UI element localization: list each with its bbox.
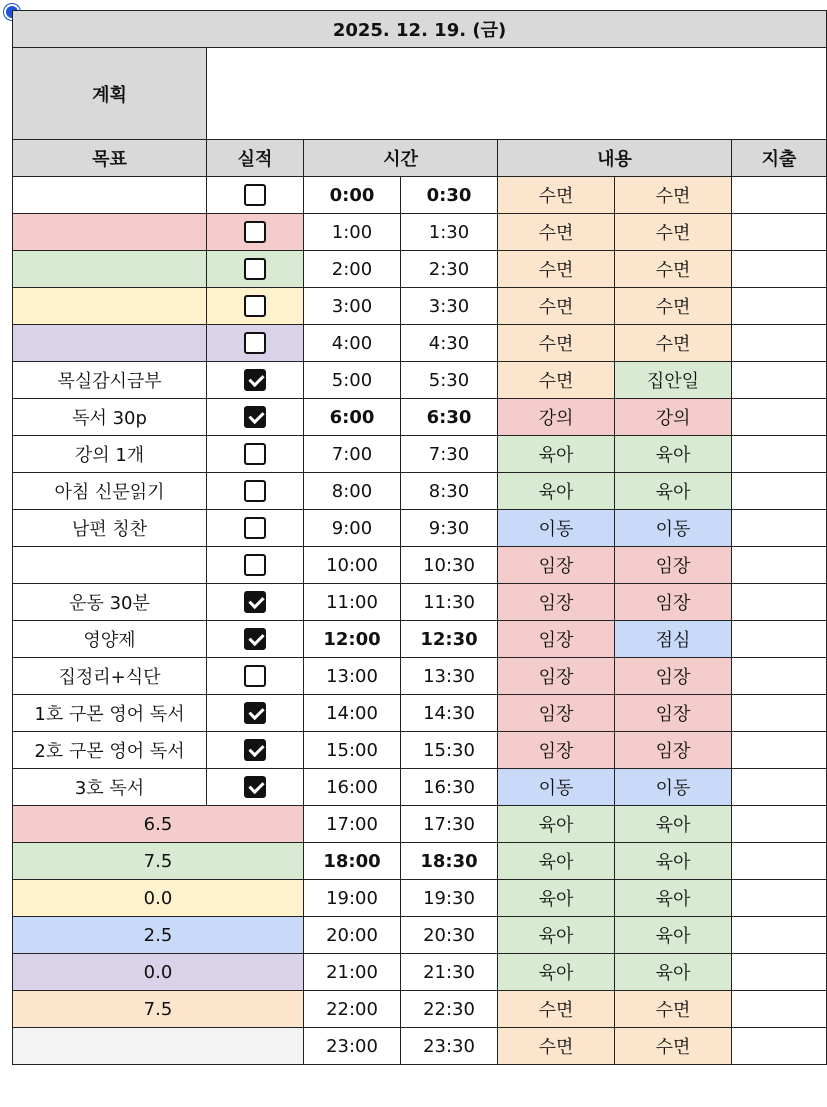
activity-cell[interactable]: 수면 bbox=[498, 991, 615, 1028]
activity-half-cell[interactable]: 임장 bbox=[615, 658, 732, 695]
done-cell[interactable] bbox=[207, 695, 304, 732]
goal-cell[interactable] bbox=[13, 325, 207, 362]
done-cell[interactable] bbox=[207, 325, 304, 362]
activity-half-cell[interactable]: 이동 bbox=[615, 510, 732, 547]
expense-cell[interactable] bbox=[732, 880, 827, 917]
checkbox-icon[interactable] bbox=[244, 480, 266, 502]
start-time-cell[interactable]: 1:00 bbox=[304, 214, 401, 251]
activity-half-cell[interactable]: 강의 bbox=[615, 399, 732, 436]
summary-cell[interactable]: 2.5 bbox=[13, 917, 304, 954]
activity-cell[interactable]: 임장 bbox=[498, 584, 615, 621]
done-cell[interactable] bbox=[207, 473, 304, 510]
content-header: 내용 bbox=[498, 140, 732, 177]
half-time-cell[interactable]: 14:30 bbox=[401, 695, 498, 732]
activity-cell[interactable]: 강의 bbox=[498, 399, 615, 436]
summary-cell[interactable]: 6.5 bbox=[13, 806, 304, 843]
done-cell[interactable] bbox=[207, 436, 304, 473]
checkbox-icon[interactable] bbox=[244, 665, 266, 687]
summary-cell[interactable]: 7.5 bbox=[13, 991, 304, 1028]
goal-cell[interactable]: 운동 30분 bbox=[13, 584, 207, 621]
activity-half-cell[interactable]: 이동 bbox=[615, 769, 732, 806]
done-cell[interactable] bbox=[207, 362, 304, 399]
table-row bbox=[13, 584, 827, 621]
activity-half-cell[interactable]: 육아 bbox=[615, 843, 732, 880]
half-time-cell[interactable]: 10:30 bbox=[401, 547, 498, 584]
checkbox-icon[interactable] bbox=[244, 554, 266, 576]
checkbox-checked-icon[interactable] bbox=[244, 406, 266, 428]
done-cell[interactable] bbox=[207, 399, 304, 436]
checkbox-checked-icon[interactable] bbox=[244, 739, 266, 761]
table-row bbox=[13, 177, 827, 214]
activity-cell[interactable]: 수면 bbox=[498, 325, 615, 362]
activity-cell[interactable]: 수면 bbox=[498, 362, 615, 399]
plan-label: 계획 bbox=[13, 48, 207, 140]
activity-half-cell[interactable]: 육아 bbox=[615, 954, 732, 991]
goal-cell[interactable]: 남편 칭찬 bbox=[13, 510, 207, 547]
start-time-cell[interactable]: 22:00 bbox=[304, 991, 401, 1028]
done-cell[interactable] bbox=[207, 658, 304, 695]
activity-half-cell[interactable]: 수면 bbox=[615, 1028, 732, 1065]
daily-planner-sheet bbox=[12, 10, 827, 1065]
goal-cell[interactable]: 아침 신문읽기 bbox=[13, 473, 207, 510]
start-time-cell[interactable]: 12:00 bbox=[304, 621, 401, 658]
checkbox-icon[interactable] bbox=[244, 517, 266, 539]
activity-cell[interactable]: 수면 bbox=[498, 177, 615, 214]
expense-cell[interactable] bbox=[732, 510, 827, 547]
table-row bbox=[13, 843, 827, 880]
goal-cell[interactable] bbox=[13, 251, 207, 288]
summary-cell[interactable] bbox=[13, 1028, 304, 1065]
activity-half-cell[interactable]: 임장 bbox=[615, 584, 732, 621]
table-row bbox=[13, 214, 827, 251]
expense-cell[interactable] bbox=[732, 991, 827, 1028]
goal-cell[interactable]: 2호 구몬 영어 독서 bbox=[13, 732, 207, 769]
expense-cell[interactable] bbox=[732, 214, 827, 251]
expense-cell[interactable] bbox=[732, 917, 827, 954]
half-time-cell[interactable]: 18:30 bbox=[401, 843, 498, 880]
activity-cell[interactable]: 육아 bbox=[498, 436, 615, 473]
expense-cell[interactable] bbox=[732, 251, 827, 288]
expense-cell[interactable] bbox=[732, 1028, 827, 1065]
activity-cell[interactable]: 육아 bbox=[498, 954, 615, 991]
table-row bbox=[13, 695, 827, 732]
activity-half-cell[interactable]: 육아 bbox=[615, 806, 732, 843]
table-row bbox=[13, 325, 827, 362]
goal-cell[interactable]: 집정리+식단 bbox=[13, 658, 207, 695]
half-time-cell[interactable]: 23:30 bbox=[401, 1028, 498, 1065]
done-header: 실적 bbox=[207, 140, 304, 177]
table-row bbox=[13, 769, 827, 806]
start-time-cell[interactable]: 21:00 bbox=[304, 954, 401, 991]
goal-header: 목표 bbox=[13, 140, 207, 177]
activity-half-cell[interactable]: 수면 bbox=[615, 214, 732, 251]
activity-half-cell[interactable]: 육아 bbox=[615, 436, 732, 473]
activity-cell[interactable]: 이동 bbox=[498, 510, 615, 547]
summary-cell[interactable]: 0.0 bbox=[13, 954, 304, 991]
half-time-cell[interactable]: 11:30 bbox=[401, 584, 498, 621]
activity-half-cell[interactable]: 수면 bbox=[615, 325, 732, 362]
table-row bbox=[13, 288, 827, 325]
activity-half-cell[interactable]: 육아 bbox=[615, 917, 732, 954]
activity-cell[interactable]: 육아 bbox=[498, 843, 615, 880]
expense-cell[interactable] bbox=[732, 325, 827, 362]
activity-half-cell[interactable]: 임장 bbox=[615, 547, 732, 584]
expense-cell[interactable] bbox=[732, 547, 827, 584]
activity-half-cell[interactable]: 임장 bbox=[615, 732, 732, 769]
half-time-cell[interactable]: 21:30 bbox=[401, 954, 498, 991]
expense-cell[interactable] bbox=[732, 843, 827, 880]
table-row bbox=[13, 954, 827, 991]
expense-cell[interactable] bbox=[732, 695, 827, 732]
activity-half-cell[interactable]: 집안일 bbox=[615, 362, 732, 399]
activity-half-cell[interactable]: 점심 bbox=[615, 621, 732, 658]
time-header: 시간 bbox=[304, 140, 498, 177]
activity-cell[interactable]: 육아 bbox=[498, 880, 615, 917]
start-time-cell[interactable]: 3:00 bbox=[304, 288, 401, 325]
goal-cell[interactable]: 강의 1개 bbox=[13, 436, 207, 473]
start-time-cell[interactable]: 5:00 bbox=[304, 362, 401, 399]
summary-cell[interactable]: 0.0 bbox=[13, 880, 304, 917]
done-cell[interactable] bbox=[207, 214, 304, 251]
start-time-cell[interactable]: 7:00 bbox=[304, 436, 401, 473]
checkbox-checked-icon[interactable] bbox=[244, 628, 266, 650]
goal-cell[interactable]: 독서 30p bbox=[13, 399, 207, 436]
activity-cell[interactable]: 임장 bbox=[498, 695, 615, 732]
half-time-cell[interactable]: 22:30 bbox=[401, 991, 498, 1028]
checkbox-icon[interactable] bbox=[244, 443, 266, 465]
table-row bbox=[13, 251, 827, 288]
done-cell[interactable] bbox=[207, 621, 304, 658]
half-time-cell[interactable]: 7:30 bbox=[401, 436, 498, 473]
activity-cell[interactable]: 임장 bbox=[498, 658, 615, 695]
activity-cell[interactable]: 수면 bbox=[498, 288, 615, 325]
start-time-cell[interactable]: 19:00 bbox=[304, 880, 401, 917]
table-row bbox=[13, 991, 827, 1028]
activity-half-cell[interactable]: 수면 bbox=[615, 288, 732, 325]
expense-cell[interactable] bbox=[732, 399, 827, 436]
goal-cell[interactable]: 1호 구몬 영어 독서 bbox=[13, 695, 207, 732]
half-time-cell[interactable]: 3:30 bbox=[401, 288, 498, 325]
half-time-cell[interactable]: 9:30 bbox=[401, 510, 498, 547]
half-time-cell[interactable]: 13:30 bbox=[401, 658, 498, 695]
checkbox-checked-icon[interactable] bbox=[244, 591, 266, 613]
checkbox-icon[interactable] bbox=[244, 258, 266, 280]
start-time-cell[interactable]: 2:00 bbox=[304, 251, 401, 288]
expense-cell[interactable] bbox=[732, 806, 827, 843]
expense-cell[interactable] bbox=[732, 473, 827, 510]
table-row bbox=[13, 436, 827, 473]
goal-cell[interactable] bbox=[13, 288, 207, 325]
table-row bbox=[13, 510, 827, 547]
done-cell[interactable] bbox=[207, 732, 304, 769]
expense-cell[interactable] bbox=[732, 584, 827, 621]
table-row bbox=[13, 362, 827, 399]
expense-cell[interactable] bbox=[732, 658, 827, 695]
start-time-cell[interactable]: 23:00 bbox=[304, 1028, 401, 1065]
expense-cell[interactable] bbox=[732, 621, 827, 658]
activity-half-cell[interactable]: 수면 bbox=[615, 251, 732, 288]
start-time-cell[interactable]: 0:00 bbox=[304, 177, 401, 214]
start-time-cell[interactable]: 6:00 bbox=[304, 399, 401, 436]
activity-cell[interactable]: 육아 bbox=[498, 917, 615, 954]
table-row bbox=[13, 473, 827, 510]
activity-cell[interactable]: 수면 bbox=[498, 1028, 615, 1065]
plan-cell[interactable] bbox=[207, 48, 827, 140]
goal-cell[interactable]: 영양제 bbox=[13, 621, 207, 658]
activity-half-cell[interactable]: 육아 bbox=[615, 880, 732, 917]
expense-header: 지출 bbox=[732, 140, 827, 177]
half-time-cell[interactable]: 2:30 bbox=[401, 251, 498, 288]
start-time-cell[interactable]: 16:00 bbox=[304, 769, 401, 806]
done-cell[interactable] bbox=[207, 769, 304, 806]
half-time-cell[interactable]: 17:30 bbox=[401, 806, 498, 843]
activity-cell[interactable]: 수면 bbox=[498, 214, 615, 251]
checkbox-icon[interactable] bbox=[244, 332, 266, 354]
start-time-cell[interactable]: 15:00 bbox=[304, 732, 401, 769]
expense-cell[interactable] bbox=[732, 288, 827, 325]
half-time-cell[interactable]: 6:30 bbox=[401, 399, 498, 436]
table-row bbox=[13, 399, 827, 436]
start-time-cell[interactable]: 13:00 bbox=[304, 658, 401, 695]
half-time-cell[interactable]: 16:30 bbox=[401, 769, 498, 806]
summary-cell[interactable]: 7.5 bbox=[13, 843, 304, 880]
goal-cell[interactable]: 목실감시금부 bbox=[13, 362, 207, 399]
start-time-cell[interactable]: 9:00 bbox=[304, 510, 401, 547]
start-time-cell[interactable]: 11:00 bbox=[304, 584, 401, 621]
table-row bbox=[13, 1028, 827, 1065]
table-row bbox=[13, 917, 827, 954]
activity-cell[interactable]: 임장 bbox=[498, 547, 615, 584]
half-time-cell[interactable]: 12:30 bbox=[401, 621, 498, 658]
done-cell[interactable] bbox=[207, 547, 304, 584]
expense-cell[interactable] bbox=[732, 769, 827, 806]
activity-half-cell[interactable]: 육아 bbox=[615, 473, 732, 510]
done-cell[interactable] bbox=[207, 177, 304, 214]
start-time-cell[interactable]: 8:00 bbox=[304, 473, 401, 510]
half-time-cell[interactable]: 15:30 bbox=[401, 732, 498, 769]
checkbox-icon[interactable] bbox=[244, 184, 266, 206]
expense-cell[interactable] bbox=[732, 177, 827, 214]
checkbox-checked-icon[interactable] bbox=[244, 369, 266, 391]
start-time-cell[interactable]: 20:00 bbox=[304, 917, 401, 954]
half-time-cell[interactable]: 0:30 bbox=[401, 177, 498, 214]
activity-half-cell[interactable]: 수면 bbox=[615, 177, 732, 214]
half-time-cell[interactable]: 4:30 bbox=[401, 325, 498, 362]
half-time-cell[interactable]: 8:30 bbox=[401, 473, 498, 510]
table-row bbox=[13, 732, 827, 769]
half-time-cell[interactable]: 5:30 bbox=[401, 362, 498, 399]
table-row bbox=[13, 880, 827, 917]
done-cell[interactable] bbox=[207, 584, 304, 621]
table-row bbox=[13, 621, 827, 658]
expense-cell[interactable] bbox=[732, 954, 827, 991]
goal-cell[interactable]: 3호 독서 bbox=[13, 769, 207, 806]
expense-cell[interactable] bbox=[732, 732, 827, 769]
checkbox-icon[interactable] bbox=[244, 295, 266, 317]
table-row bbox=[13, 806, 827, 843]
goal-cell[interactable] bbox=[13, 547, 207, 584]
checkbox-icon[interactable] bbox=[244, 221, 266, 243]
activity-cell[interactable]: 수면 bbox=[498, 251, 615, 288]
activity-cell[interactable]: 육아 bbox=[498, 473, 615, 510]
start-time-cell[interactable]: 4:00 bbox=[304, 325, 401, 362]
half-time-cell[interactable]: 1:30 bbox=[401, 214, 498, 251]
start-time-cell[interactable]: 14:00 bbox=[304, 695, 401, 732]
half-time-cell[interactable]: 19:30 bbox=[401, 880, 498, 917]
activity-cell[interactable]: 이동 bbox=[498, 769, 615, 806]
done-cell[interactable] bbox=[207, 251, 304, 288]
expense-cell[interactable] bbox=[732, 362, 827, 399]
checkbox-checked-icon[interactable] bbox=[244, 776, 266, 798]
start-time-cell[interactable]: 10:00 bbox=[304, 547, 401, 584]
done-cell[interactable] bbox=[207, 510, 304, 547]
done-cell[interactable] bbox=[207, 288, 304, 325]
activity-cell[interactable]: 임장 bbox=[498, 621, 615, 658]
checkbox-checked-icon[interactable] bbox=[244, 702, 266, 724]
activity-half-cell[interactable]: 임장 bbox=[615, 695, 732, 732]
start-time-cell[interactable]: 17:00 bbox=[304, 806, 401, 843]
half-time-cell[interactable]: 20:30 bbox=[401, 917, 498, 954]
expense-cell[interactable] bbox=[732, 436, 827, 473]
activity-cell[interactable]: 임장 bbox=[498, 732, 615, 769]
goal-cell[interactable] bbox=[13, 214, 207, 251]
start-time-cell[interactable]: 18:00 bbox=[304, 843, 401, 880]
activity-cell[interactable]: 육아 bbox=[498, 806, 615, 843]
table-row bbox=[13, 658, 827, 695]
date-header[interactable]: 2025. 12. 19. (금) bbox=[13, 11, 827, 48]
table-row bbox=[13, 547, 827, 584]
goal-cell[interactable] bbox=[13, 177, 207, 214]
activity-half-cell[interactable]: 수면 bbox=[615, 991, 732, 1028]
